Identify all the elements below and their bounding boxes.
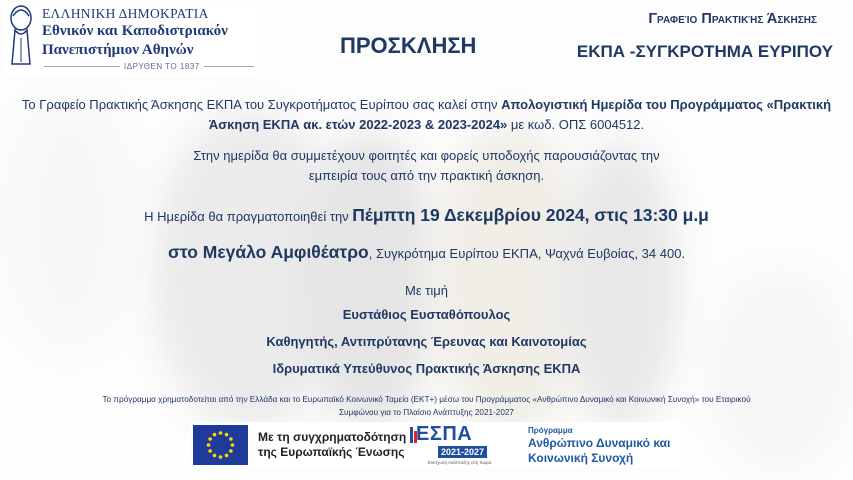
- logo-line-3: Πανεπιστήμιον Αθηνών: [42, 42, 194, 58]
- funding-line-2: Συμφώνου για το Πλαίσιο Ανάπτυξης 2021-2027: [338, 408, 514, 417]
- program-logo: [528, 426, 670, 465]
- participants-paragraph: Στην ημερίδα θα συμμετέχουν φοιτητές και φορείς υποδοχής παρουσιάζοντας την εμπειρία τους από την πρακτική άσκηση.: [193, 148, 660, 183]
- eu-flag-icon: [193, 425, 248, 465]
- funding-notice: [0, 393, 853, 419]
- signer-role-1: Καθηγητής, Αντιπρύτανης Έρευνας και Καινοτομίας: [266, 334, 587, 349]
- espa-name: ΕΣΠΑ: [416, 423, 473, 445]
- page-title: ΠΡΟΣΚΛΗΣΗ: [340, 33, 477, 58]
- funding-banner: [190, 422, 682, 468]
- athena-seal-icon: [6, 4, 36, 68]
- signer-role-2: Ιδρυματικά Υπεύθυνος Πρακτικής Άσκησης ΕΚΠΑ: [272, 361, 581, 376]
- program-line-1: Ανθρώπινο Δυναμικό και: [528, 436, 671, 450]
- espa-tagline: Ενίσχυση Ανάπτυξης στη Χώρα: [428, 460, 492, 465]
- date-line: [0, 205, 853, 226]
- intro-text: Το Γραφείο Πρακτικής Άσκησης ΕΚΠΑ του Συγκροτήματος Ευρίπου σας καλεί στην: [21, 97, 502, 112]
- event-name: Απολογιστική Ημερίδα του Προγράμματος «Πρακτική Άσκηση ΕΚΠΑ ακ. ετών 2022-2023 & 2023-2024»: [208, 97, 832, 132]
- eu-line-2: της Ευρωπαϊκής Ένωσης: [258, 445, 405, 459]
- intro-code: με κωδ. ΟΠΣ 6004512.: [507, 117, 645, 132]
- logo-line-2: Εθνικόν και Καποδιστριακόν: [42, 23, 228, 39]
- venue-address: , Συγκρότημα Ευρίπου ΕΚΠΑ, Ψαχνά Ευβοίας, 34 400.: [368, 246, 686, 261]
- espa-logo: [410, 423, 500, 467]
- logo-founded: ΙΔΡΥΘΕΝ ΤΟ 1837: [120, 62, 204, 71]
- signer-name: Ευστάθιος Ευσταθόπουλος: [342, 307, 511, 322]
- venue-line: [0, 242, 853, 263]
- funding-line-1: Το πρόγραμμα χρηματοδοτείται από την Ελλάδα και το Ευρωπαϊκό Κοινωνικό Ταμείο (ΕΚΤ+) μέσω του Προγράμματος «Ανθρώπινο Δυναμικό και Κοινωνική Συνοχή» του Εταιρικού: [102, 395, 751, 404]
- university-logo: [4, 2, 258, 76]
- program-line-2: Κοινωνική Συνοχή: [528, 451, 634, 465]
- eu-cofunding-text: [258, 430, 406, 460]
- espa-years: 2021-2027: [438, 446, 487, 458]
- intro-paragraph: [0, 95, 853, 135]
- office-complex: ΕΚΠΑ -ΣΥΓΚΡΟΤΗΜΑ ΕΥΡΙΠΟΥ: [576, 42, 833, 61]
- closing: Με τιμή: [405, 283, 448, 298]
- venue-name: στο Μεγάλο Αμφιθέατρο: [167, 242, 369, 262]
- logo-line-1: ΕΛΛΗΝΙΚΗ ΔΗΜΟΚΡΑΤΙΑ: [42, 6, 209, 21]
- program-label: Πρόγραμμα: [528, 426, 573, 435]
- date-prefix: Η Ημερίδα θα πραγματοποιηθεί την: [144, 209, 353, 224]
- event-date: Πέμπτη 19 Δεκεμβρίου 2024, στις 13:30 μ.μ: [352, 205, 709, 225]
- office-name: Γραφείο Πρακτικής Άσκησης: [648, 11, 817, 27]
- eu-line-1: Με τη συγχρηματοδότηση: [258, 430, 407, 444]
